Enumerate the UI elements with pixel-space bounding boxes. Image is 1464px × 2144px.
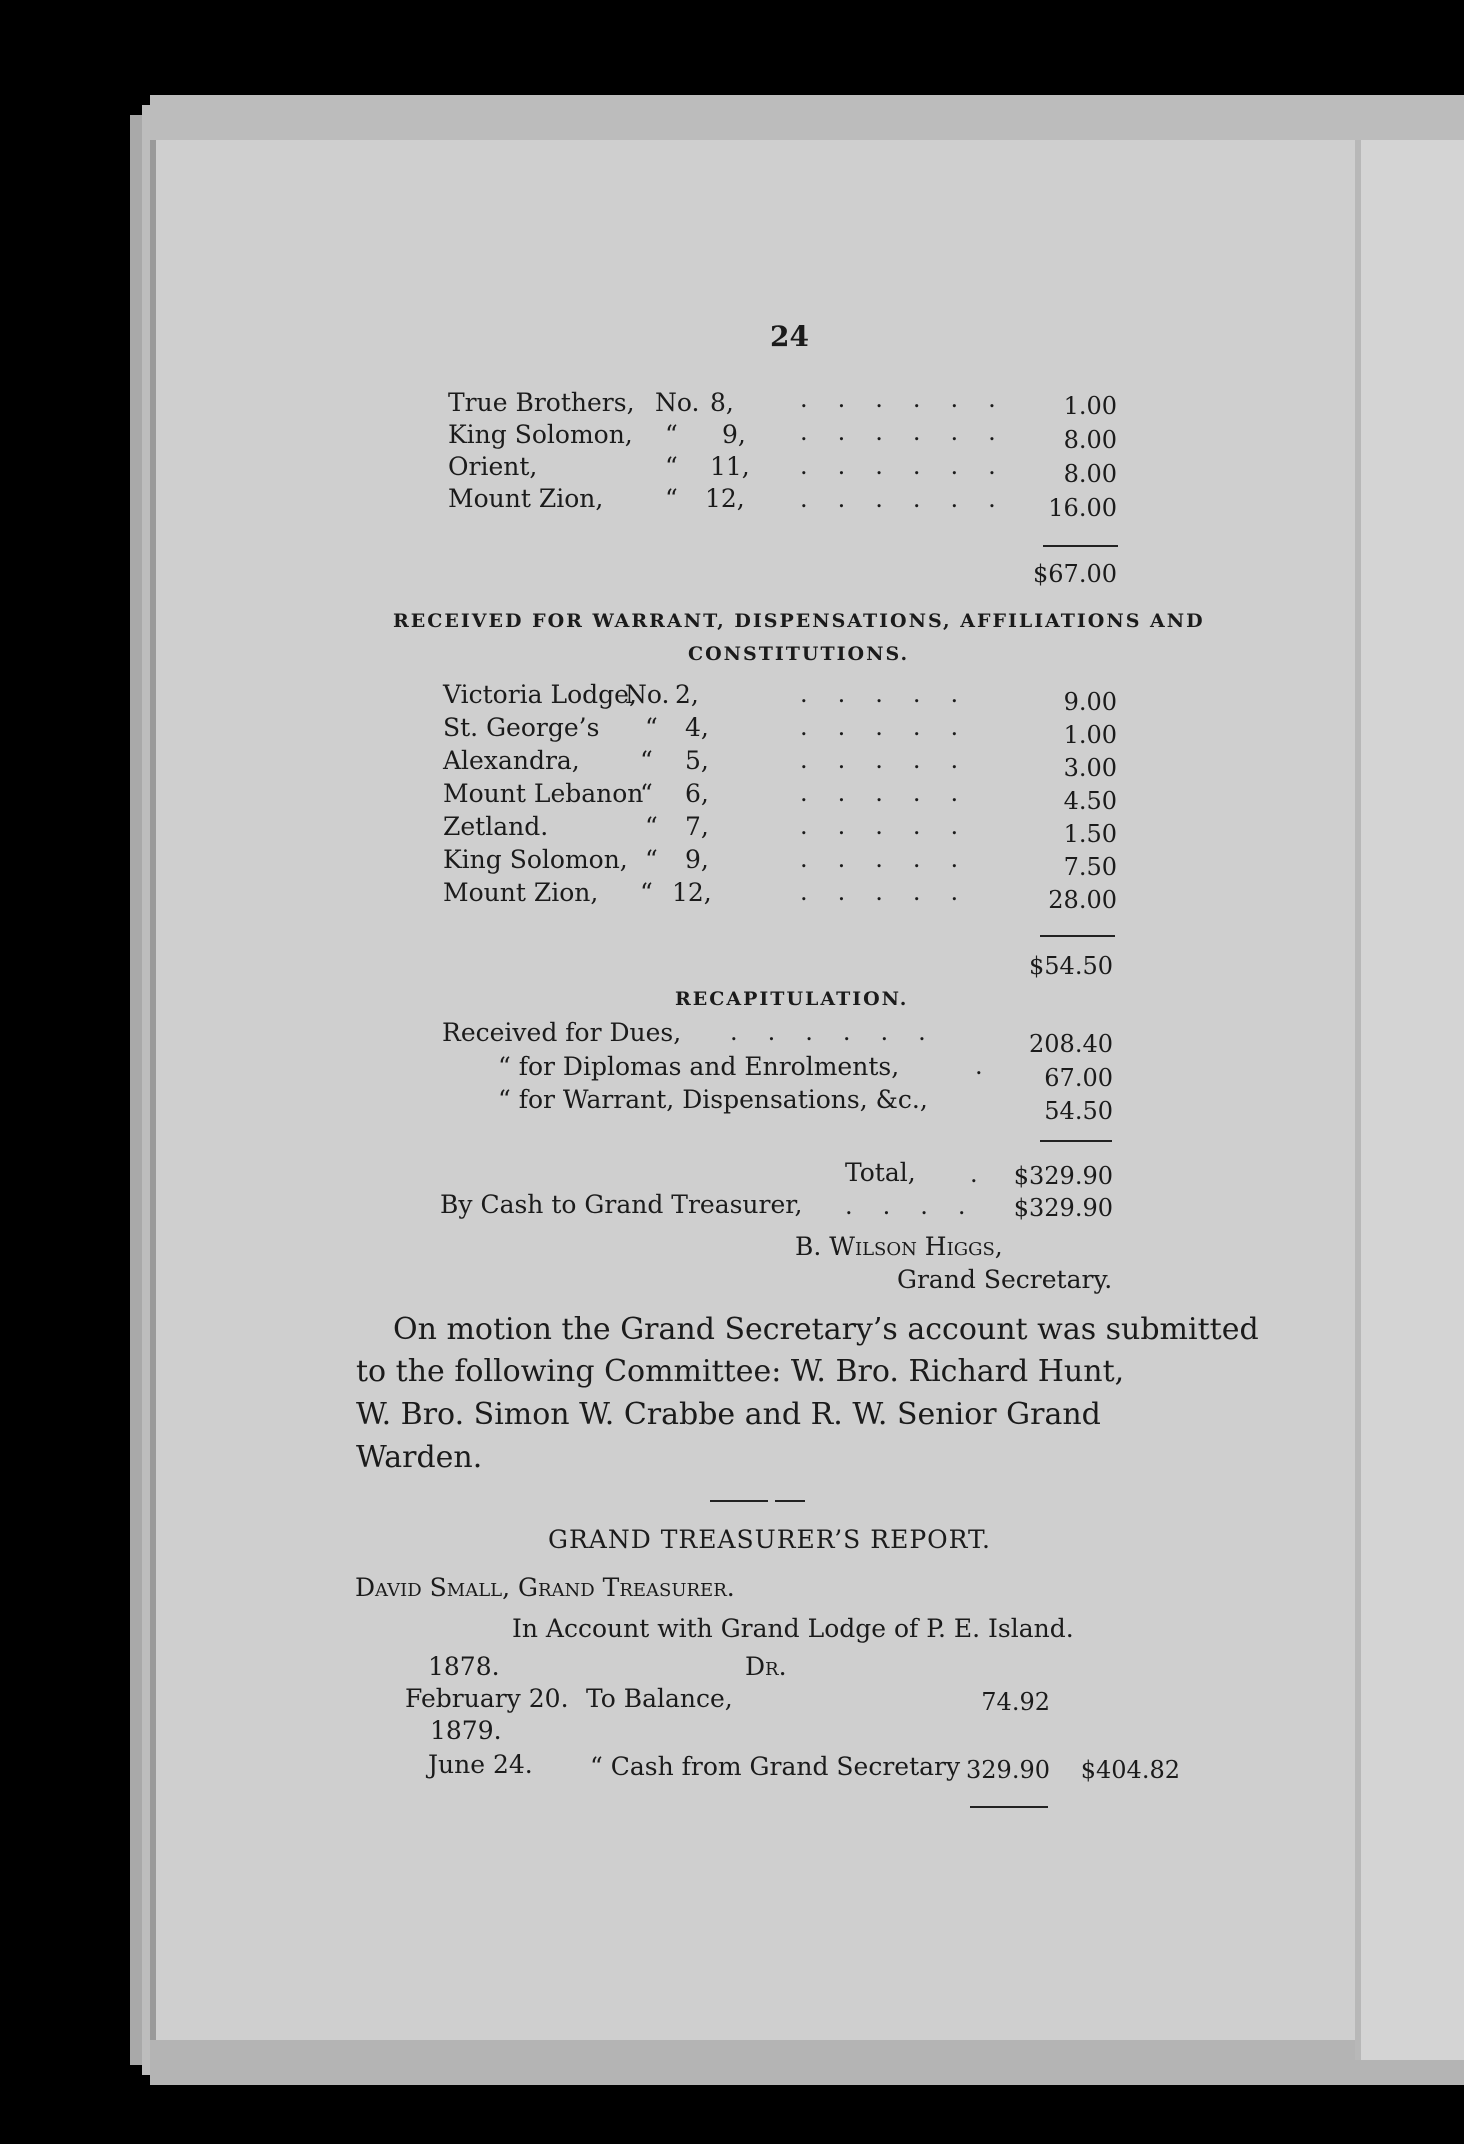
ledger-entry: “ Cash from Grand Secretary xyxy=(590,1752,961,1781)
list-item-num: 11, xyxy=(710,452,750,481)
leader-dots: ..... xyxy=(800,812,989,840)
list-item-amount: 7.50 xyxy=(1063,853,1117,881)
signature-name: B. Wilson Higgs, xyxy=(795,1232,1003,1261)
list-item-name: Orient, xyxy=(448,452,538,481)
section-heading: RECEIVED FOR WARRANT, DISPENSATIONS, AFFILIATIONS AND xyxy=(393,610,1205,632)
leader-dots: ...... xyxy=(800,485,1026,513)
ledger-dr: Dr. xyxy=(745,1652,787,1681)
signature-title: Grand Secretary. xyxy=(897,1265,1113,1294)
paragraph-line: Warden. xyxy=(356,1440,483,1475)
ledger-year: 1879. xyxy=(430,1716,502,1745)
page-number: 24 xyxy=(770,320,809,353)
list-item-name: True Brothers, xyxy=(448,388,635,417)
list-item-num: 9, xyxy=(685,845,709,874)
total-amount: $329.90 xyxy=(1013,1162,1113,1190)
list-item-amount: 9.00 xyxy=(1063,688,1117,716)
account-line: In Account with Grand Lodge of P. E. Island. xyxy=(512,1614,1074,1643)
ledger-entry: To Balance, xyxy=(586,1684,733,1713)
leader-dots: ...... xyxy=(800,452,1026,480)
leader-dots: ...... xyxy=(800,418,1026,446)
list-item-num: 8, xyxy=(710,388,734,417)
section-divider xyxy=(710,1500,768,1502)
ledger-date: June 24. xyxy=(428,1750,533,1779)
paragraph-line: W. Bro. Simon W. Crabbe and R. W. Senior Grand xyxy=(356,1397,1101,1432)
leader-dots: ..... xyxy=(800,878,989,906)
dues-total: $67.00 xyxy=(1033,560,1117,588)
recap-item-amount: 208.40 xyxy=(1029,1030,1113,1058)
total-rule xyxy=(1043,545,1118,547)
list-item-num: 7, xyxy=(685,812,709,841)
paragraph-line: On motion the Grand Secretary’s account was submitted xyxy=(393,1312,1259,1347)
list-item-no: “ xyxy=(640,779,653,808)
leader-dots: ..... xyxy=(800,746,989,774)
recap-item-label: “ for Warrant, Dispensations, &c., xyxy=(498,1085,928,1114)
warrant-total: $54.50 xyxy=(1029,952,1113,980)
list-item-name: Mount Lebanon xyxy=(443,779,644,808)
ledger-total: $404.82 xyxy=(1080,1756,1180,1784)
list-item-no: “ xyxy=(665,484,678,513)
leader-dots: ..... xyxy=(800,713,989,741)
list-item-no: “ xyxy=(665,452,678,481)
leader-dots: ...... xyxy=(800,385,1026,413)
recap-item-label: “ for Diplomas and Enrolments, xyxy=(498,1052,900,1081)
leader-dots: ...... xyxy=(730,1018,956,1046)
leader-dots: ..... xyxy=(800,845,989,873)
list-item-amount: 3.00 xyxy=(1063,754,1117,782)
list-item-name: Alexandra, xyxy=(443,746,580,775)
list-item-amount: 16.00 xyxy=(1048,494,1117,522)
recap-item-amount: 54.50 xyxy=(1044,1097,1113,1125)
list-item-no: “ xyxy=(645,812,658,841)
list-item-amount: 4.50 xyxy=(1063,787,1117,815)
ledger-date: February 20. xyxy=(405,1684,569,1713)
list-item-name: St. George’s xyxy=(443,713,600,742)
list-item-amount: 1.50 xyxy=(1063,820,1117,848)
list-item-name: King Solomon, xyxy=(443,845,628,874)
leader-dots: ..... xyxy=(800,680,989,708)
leader-dots: . xyxy=(975,1052,1013,1080)
leader-dots: . xyxy=(970,1160,1008,1188)
list-item-amount: 1.00 xyxy=(1063,721,1117,749)
treasurer-line: David Small, Grand Treasurer. xyxy=(355,1573,735,1602)
list-item-name: King Solomon, xyxy=(448,420,633,449)
list-item-name: Victoria Lodge, xyxy=(443,680,637,709)
list-item-num: 12, xyxy=(672,878,712,907)
ledger-amount: 329.90 xyxy=(966,1756,1050,1784)
cash-amount: $329.90 xyxy=(1013,1194,1113,1222)
list-item-name: Mount Zion, xyxy=(443,878,599,907)
list-item-amount: 8.00 xyxy=(1063,426,1117,454)
list-item-num: 5, xyxy=(685,746,709,775)
page-bottom-shadow xyxy=(150,2040,1464,2085)
recap-item-label: Received for Dues, xyxy=(442,1018,682,1047)
section-heading-cont: CONSTITUTIONS. xyxy=(688,643,910,665)
facing-page-strip xyxy=(1361,140,1464,2060)
leader-dots: ..... xyxy=(800,779,989,807)
ledger-amount: 74.92 xyxy=(981,1688,1050,1716)
list-item-amount: 8.00 xyxy=(1063,460,1117,488)
list-item-no: “ xyxy=(645,713,658,742)
ledger-year: 1878. xyxy=(428,1652,500,1681)
recap-item-amount: 67.00 xyxy=(1044,1064,1113,1092)
list-item-num: 2, xyxy=(675,680,699,709)
list-item-amount: 28.00 xyxy=(1048,886,1117,914)
paragraph-line: to the following Committee: W. Bro. Richard Hunt, xyxy=(356,1354,1125,1389)
list-item-num: 4, xyxy=(685,713,709,742)
list-item-num: 6, xyxy=(685,779,709,808)
list-item-num: 9, xyxy=(722,420,746,449)
list-item-no: No. xyxy=(625,680,670,709)
list-item-num: 12, xyxy=(705,484,745,513)
list-item-no: “ xyxy=(645,845,658,874)
report-title: GRAND TREASURER’S REPORT. xyxy=(548,1525,991,1554)
total-rule xyxy=(970,1806,1048,1808)
total-rule xyxy=(1040,935,1115,937)
recap-heading: RECAPITULATION. xyxy=(675,988,909,1010)
page-top-shadow xyxy=(150,95,1464,140)
list-item-no: “ xyxy=(665,420,678,449)
total-label: Total, xyxy=(845,1158,916,1187)
list-item-no: “ xyxy=(640,878,653,907)
list-item-name: Mount Zion, xyxy=(448,484,604,513)
list-item-name: Zetland. xyxy=(443,812,549,841)
cash-label: By Cash to Grand Treasurer, xyxy=(440,1190,803,1219)
list-item-no: No. xyxy=(655,388,700,417)
list-item-amount: 1.00 xyxy=(1063,392,1117,420)
section-divider xyxy=(775,1500,805,1502)
total-rule xyxy=(1040,1140,1112,1142)
leader-dots: .... xyxy=(845,1192,996,1220)
list-item-no: “ xyxy=(640,746,653,775)
